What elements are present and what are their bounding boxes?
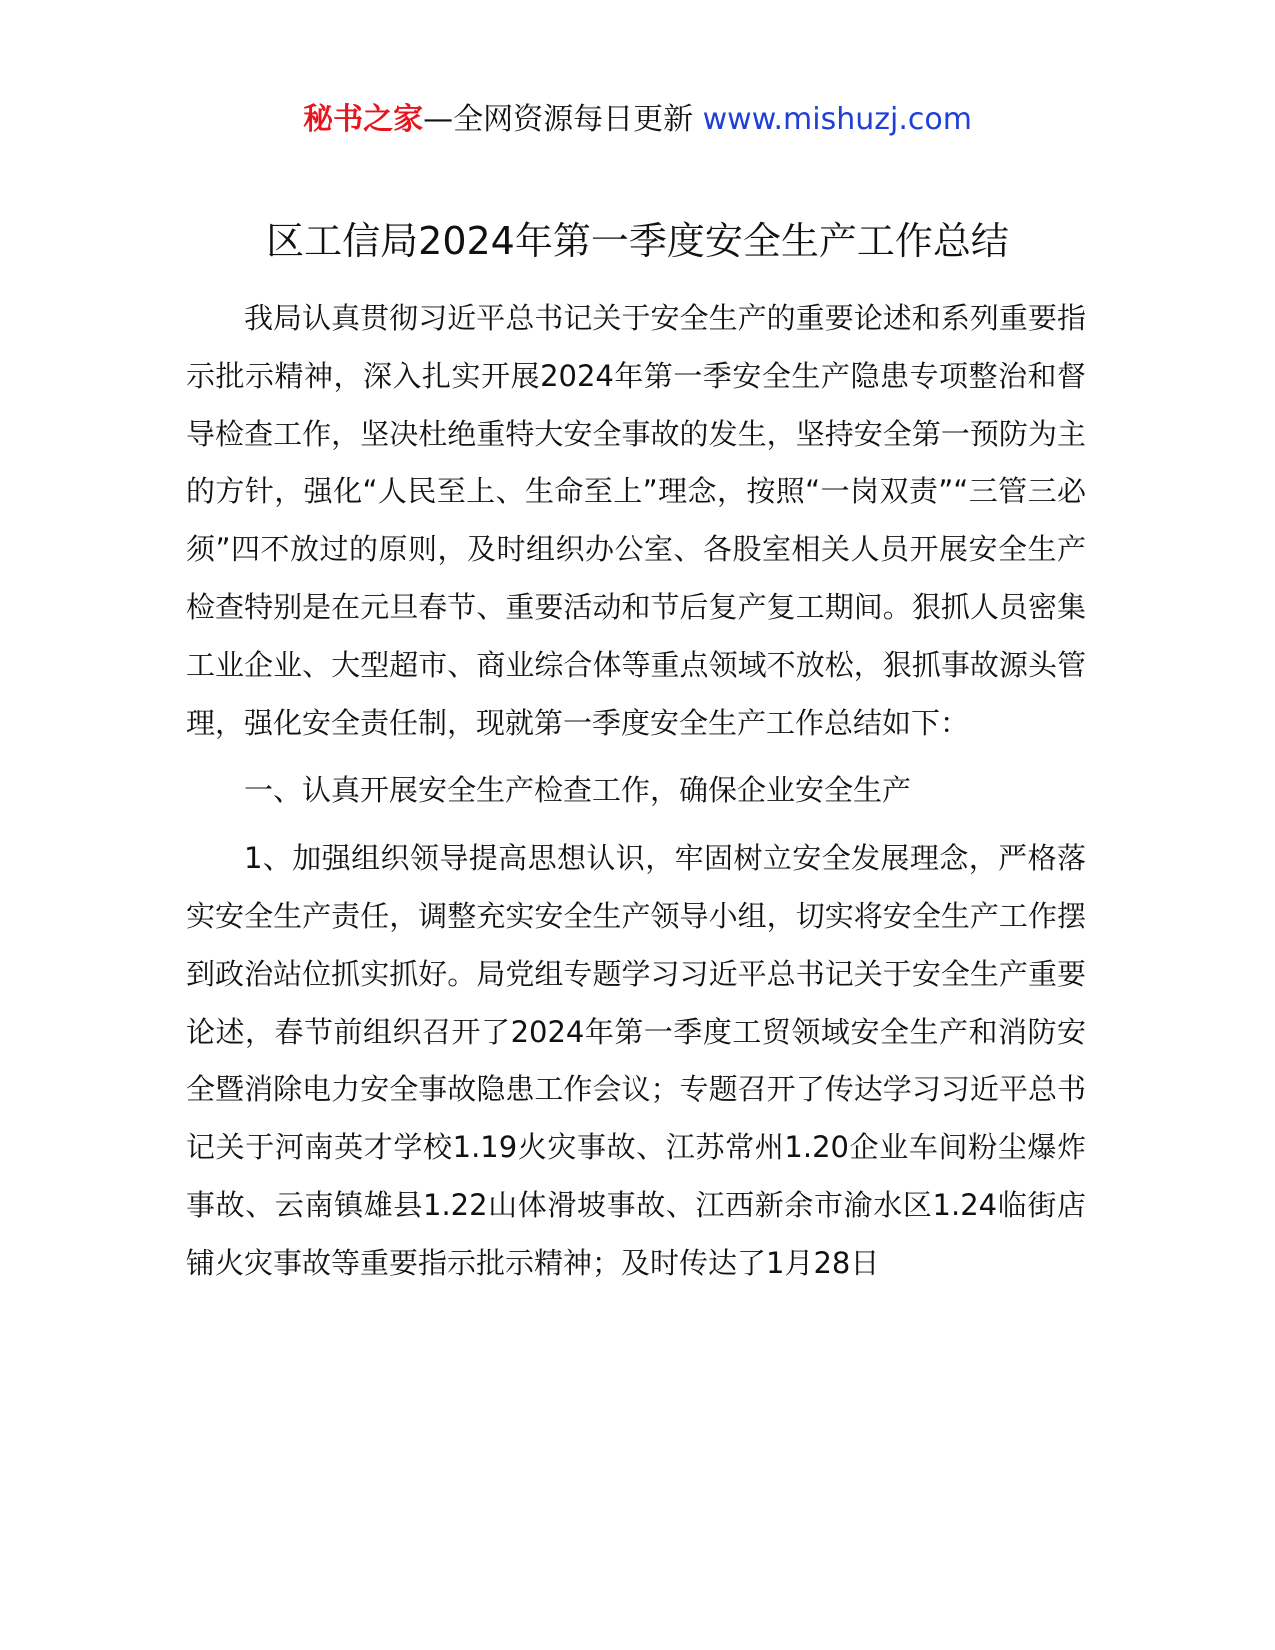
- site-url-link[interactable]: www.mishuzj.com: [702, 102, 972, 137]
- brand-name: 秘书之家: [303, 102, 424, 137]
- site-banner: [0, 100, 1275, 140]
- document-title: 区工信局2024年第一季度安全生产工作总结: [266, 219, 1009, 263]
- section-heading: 一、认真开展安全生产检查工作，确保企业安全生产: [244, 773, 912, 808]
- numbered-paragraph: 1、加强组织领导提高思想认识，牢固树立安全发展理念，严格落实安全生产责任，调整充实安全生产领导小组，切实将安全生产工作摆到政治站位抓实抓好。局党组专题学习习近平总书记关于安全生产重要论述，春节前组织召开了2024年第一季度工贸领域安全生产和消防安全暨消除电力安全事故隐患工作会议；专题召开了传达学习习近平总书记关于河南英才学校1.19火灾事故、江苏常州1.20企业车间粉尘爆炸事故、云南镇雄县1.22山体滑坡事故、江西新余市渝水区1.24临街店铺火灾事故等重要指示批示精神；及时传达了1月28日: [186, 841, 1086, 1280]
- document-body: [186, 290, 1086, 1293]
- intro-paragraph: 我局认真贯彻习近平总书记关于安全生产的重要论述和系列重要指示批示精神，深入扎实开展2024年第一季安全生产隐患专项整治和督导检查工作，坚决杜绝重特大安全事故的发生，坚持安全第一预防为主的方针，强化“人民至上、生命至上”理念，按照“一岗双责”“三管三必须”四不放过的原则，及时组织办公室、各股室相关人员开展安全生产检查特别是在元旦春节、重要活动和节后复产复工期间。狠抓人员密集工业企业、大型超市、商业综合体等重点领域不放松，狠抓事故源头管理，强化安全责任制，现就第一季度安全生产工作总结如下：: [186, 301, 1086, 740]
- banner-tagline: —全网资源每日更新: [423, 102, 694, 137]
